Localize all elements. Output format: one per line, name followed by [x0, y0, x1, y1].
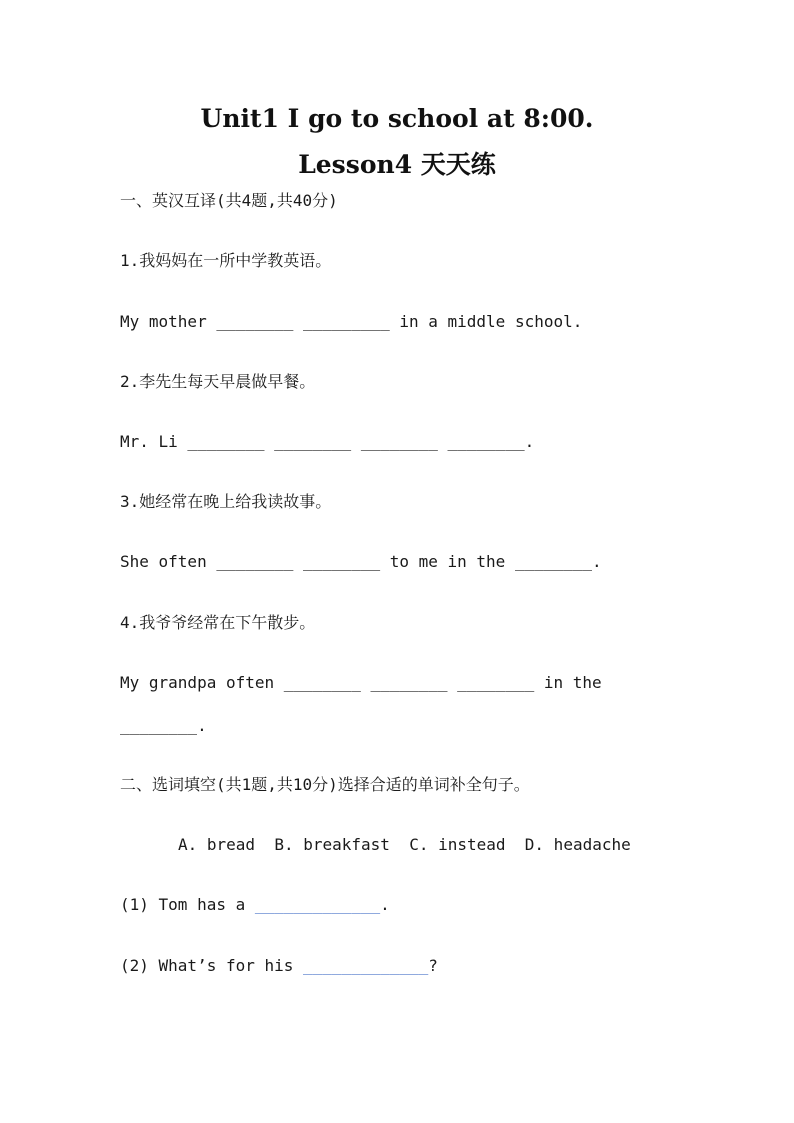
fill-item-2-prefix: (2) What’s for his — [120, 956, 304, 975]
fill-item-2-blank[interactable]: _____________ — [303, 956, 429, 975]
title-line-2: Lesson4 天天练 — [298, 150, 496, 179]
question-1-chinese: 1.我妈妈在一所中学教英语。 — [120, 251, 332, 270]
fill-item-1-prefix: (1) Tom has a — [120, 895, 255, 914]
question-2-chinese: 2.李先生每天早晨做早餐。 — [120, 372, 316, 391]
section-2-heading: 二、选词填空(共1题,共10分)选择合适的单词补全句子。 — [120, 775, 530, 794]
title-line-1: Unit1 I go to school at 8:00. — [200, 104, 594, 133]
question-4-english: My grandpa often ________ ________ ________ in the — [120, 673, 602, 692]
fill-item-2 — [120, 956, 438, 976]
fill-item-1 — [120, 895, 390, 915]
question-3-english: She often ________ ________ to me in the ________. — [120, 552, 602, 571]
question-4-chinese: 4.我爷爷经常在下午散步。 — [120, 613, 316, 632]
question-1-english: My mother ________ _________ in a middle school. — [120, 312, 583, 331]
fill-item-2-suffix: ? — [428, 956, 438, 975]
fill-item-1-suffix: . — [380, 895, 390, 914]
question-4-english-continued: ________. — [120, 716, 207, 735]
fill-item-1-blank[interactable]: _____________ — [254, 895, 381, 914]
section-1-heading: 一、英汉互译(共4题,共40分) — [120, 191, 338, 210]
question-3-chinese: 3.她经常在晚上给我读故事。 — [120, 492, 332, 511]
word-options: A. bread B. breakfast C. instead D. headache — [178, 835, 631, 854]
question-2-english: Mr. Li ________ ________ ________ ________. — [120, 432, 535, 451]
